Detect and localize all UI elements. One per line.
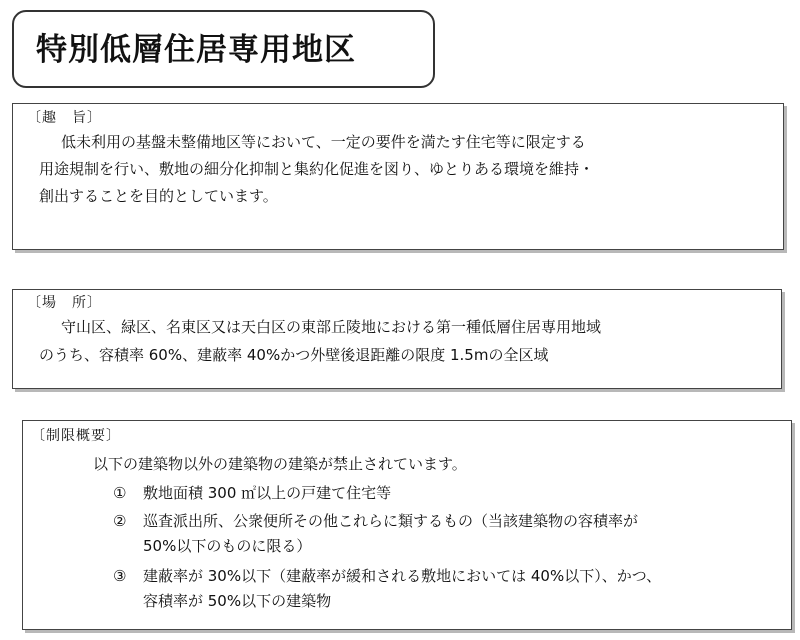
item-marker: ② — [113, 512, 127, 530]
restriction-item: 巡査派出所、公衆便所その他これらに類するもの（当該建築物の容積率が — [143, 512, 639, 530]
purpose-label: 〔趣 旨〕 — [27, 110, 102, 126]
item-marker: ③ — [113, 567, 127, 585]
restrictions-intro: 以下の建築物以外の建築物の建築が禁止されています。 — [93, 455, 467, 473]
restriction-item: 敷地面積 300 ㎡以上の戸建て住宅等 — [143, 484, 392, 502]
purpose-line: 低未利用の基盤未整備地区等において、一定の要件を満たす住宅等に限定する — [61, 133, 586, 151]
location-line: のうち、容積率 60%、建蔽率 40%かつ外壁後退距離の限度 1.5mの全区域 — [39, 346, 549, 364]
restrictions-label: 〔制限概要〕 — [31, 428, 121, 444]
restriction-item-cont: 50%以下のものに限る） — [143, 537, 312, 555]
purpose-line: 用途規制を行い、敷地の細分化抑制と集約化促進を図り、ゆとりある環境を維持・ — [39, 160, 595, 178]
location-section — [12, 289, 782, 389]
restrictions-section — [22, 420, 792, 630]
restriction-item: 建蔽率が 30%以下（建蔽率が緩和される敷地においては 40%以下）、かつ、 — [143, 567, 662, 585]
purpose-section — [12, 103, 784, 250]
location-label: 〔場 所〕 — [27, 295, 102, 311]
item-marker: ① — [113, 484, 127, 502]
title-box — [12, 10, 435, 88]
location-line: 守山区、緑区、名東区又は天白区の東部丘陵地における第一種低層住居専用地域 — [61, 318, 602, 336]
purpose-line: 創出することを目的としています。 — [39, 187, 278, 205]
restriction-item-cont: 容積率が 50%以下の建築物 — [143, 592, 332, 610]
page-title: 特別低層住居専用地区 — [36, 32, 356, 68]
